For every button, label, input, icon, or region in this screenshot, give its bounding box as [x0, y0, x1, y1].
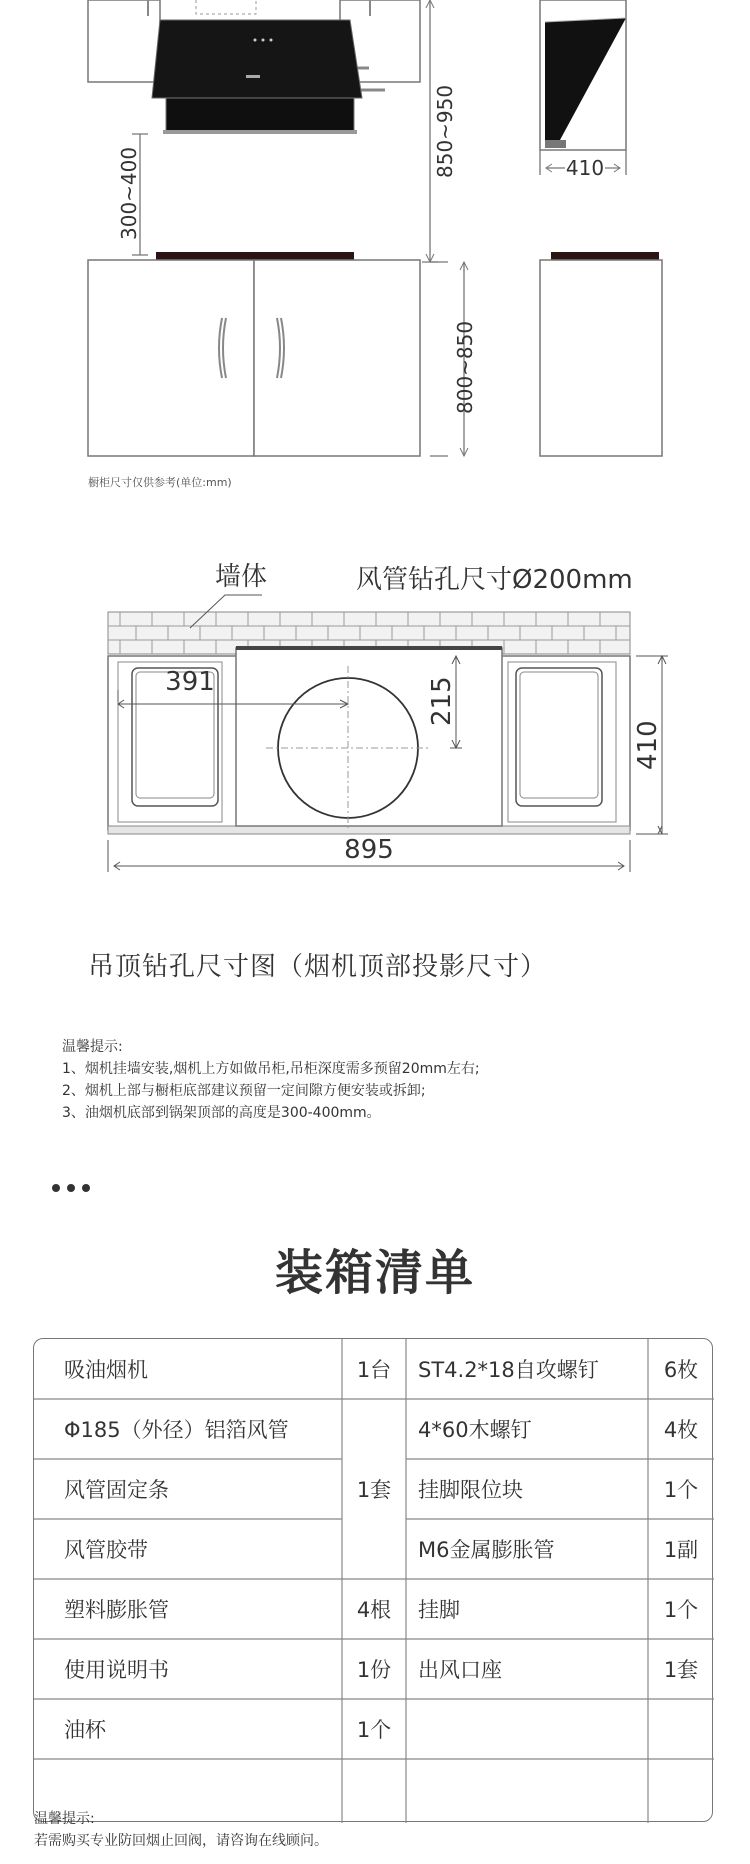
qty-tapping-screw: 6枚: [663, 1358, 699, 1382]
item-hanging-foot: 挂脚: [418, 1598, 460, 1622]
item-foil-duct: Φ185（外径）铝箔风管: [64, 1418, 289, 1442]
cabinet-dimension-diagram: [0, 0, 750, 470]
wall-label: 墙体: [215, 562, 268, 592]
item-outlet-seat: 出风口座: [418, 1658, 502, 1682]
qty-stop-block: 1个: [663, 1478, 699, 1502]
qty-oil-cup: 1个: [356, 1718, 392, 1742]
qty-hanging-foot: 1个: [663, 1598, 699, 1622]
duct-hole-label: 风管钻孔尺寸Ø200mm: [356, 565, 633, 595]
tips-section: [62, 1036, 480, 1124]
qty-plastic-anchor: 4根: [356, 1598, 392, 1622]
range-hood-side: [540, 0, 626, 150]
qty-range-hood: 1台: [356, 1358, 392, 1382]
item-wood-screw: 4*60木螺钉: [418, 1418, 532, 1442]
packing-list-title: 装箱清单: [274, 1245, 475, 1301]
ellipsis-dots-icon: [52, 1184, 90, 1192]
qty-metal-anchor: 1副: [663, 1538, 699, 1562]
ceiling-drill-diagram: [0, 540, 750, 940]
item-manual: 使用说明书: [64, 1658, 169, 1682]
cabinet-caption-text: 橱柜尺寸仅供参考(单位:mm): [88, 476, 232, 489]
dim-300-400: 300~400: [117, 146, 141, 240]
dim-800-850: 800~850: [453, 320, 477, 414]
item-stop-block: 挂脚限位块: [418, 1478, 523, 1502]
item-plastic-anchor: 塑料膨胀管: [64, 1598, 169, 1622]
dim-391: 391: [165, 667, 215, 697]
footnote-section: [34, 1808, 328, 1852]
item-duct-strip: 风管固定条: [64, 1478, 169, 1502]
packing-list-table: [33, 1338, 713, 1822]
item-oil-cup: 油杯: [64, 1718, 106, 1742]
dim-215: 215: [427, 676, 457, 726]
item-tapping-screw: ST4.2*18自攻螺钉: [418, 1358, 599, 1382]
dim-410-side: 410: [565, 156, 605, 180]
dim-895: 895: [344, 835, 394, 865]
qty-manual: 1份: [356, 1658, 392, 1682]
qty-wood-screw: 4枚: [663, 1418, 699, 1442]
tip-line-2: 2、烟机上部与橱柜底部建议预留一定间隙方便安装或拆卸;: [62, 1083, 426, 1099]
tip-line-1: 1、烟机挂墙安装,烟机上方如做吊柜,吊柜深度需多预留20mm左右;: [62, 1061, 480, 1077]
qty-duct-set: 1套: [356, 1478, 392, 1502]
qty-outlet-seat: 1套: [663, 1658, 699, 1682]
dim-410-drill: 410: [633, 720, 663, 770]
tip-line-3: 3、油烟机底部到锅架顶部的高度是300-400mm。: [62, 1105, 381, 1121]
footnote-text: 若需购买专业防回烟止回阀，请咨询在线顾问。: [34, 1833, 328, 1849]
range-hood-front: [152, 20, 362, 134]
item-range-hood: 吸油烟机: [64, 1358, 148, 1382]
footnote-heading: 温馨提示:: [34, 1811, 95, 1827]
item-duct-tape: 风管胶带: [64, 1538, 148, 1562]
drill-diagram-title: 吊顶钻孔尺寸图（烟机顶部投影尺寸）: [88, 952, 548, 982]
item-metal-anchor: M6金属膨胀管: [418, 1538, 555, 1562]
tips-heading: 温馨提示:: [62, 1039, 123, 1055]
dim-850-950: 850~950: [433, 84, 457, 178]
